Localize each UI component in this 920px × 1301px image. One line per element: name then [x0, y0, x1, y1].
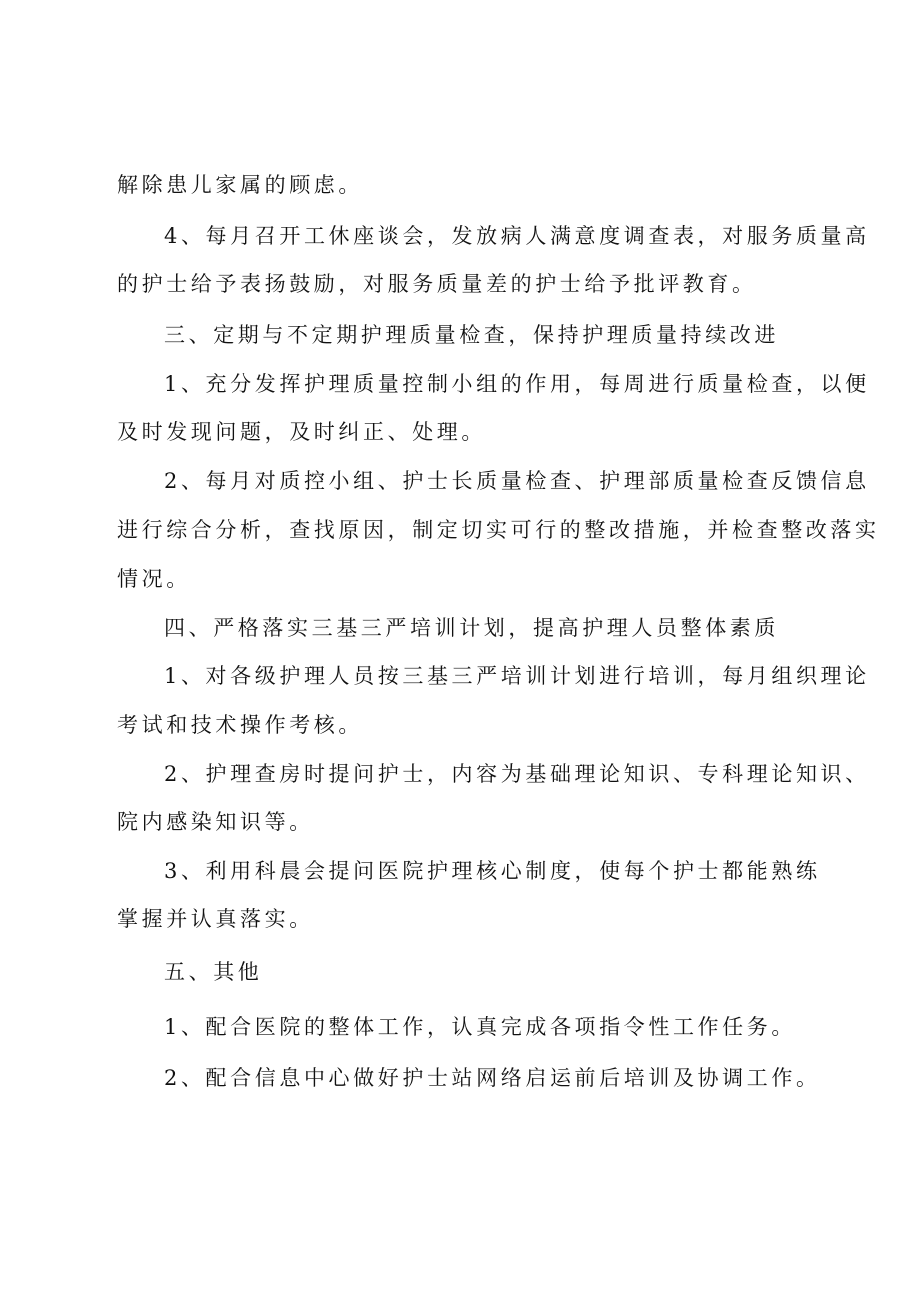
paragraph-line: 进行综合分析，查找原因，制定切实可行的整改措施，并检查整改落实: [117, 518, 880, 542]
paragraph-line: 及时发现问题，及时纠正、处理。: [117, 420, 486, 444]
paragraph-line: 2、配合信息中心做好护士站网络启运前后培训及协调工作。: [164, 1066, 821, 1090]
paragraph-line: 的护士给予表扬鼓励，对服务质量差的护士给予批评教育。: [117, 272, 757, 296]
paragraph-line: 1、充分发挥护理质量控制小组的作用，每周进行质量检查，以便: [164, 372, 870, 396]
paragraph-line: 掌握并认真落实。: [117, 907, 314, 931]
paragraph-line: 3、利用科晨会提问医院护理核心制度，使每个护士都能熟练: [164, 859, 821, 883]
paragraph-line: 1、对各级护理人员按三基三严培训计划进行培训，每月组织理论: [164, 664, 870, 688]
paragraph-line: 院内感染知识等。: [117, 810, 314, 834]
paragraph-line: 2、每月对质控小组、护士长质量检查、护理部质量检查反馈信息: [164, 469, 870, 493]
paragraph-line: 情况。: [117, 567, 191, 591]
paragraph-line: 4、每月召开工休座谈会，发放病人满意度调查表，对服务质量高: [164, 224, 870, 248]
paragraph-line: 2、护理查房时提问护士，内容为基础理论知识、专科理论知识、: [164, 762, 870, 786]
section-heading: 五、其他: [164, 960, 263, 984]
paragraph-line: 1、配合医院的整体工作，认真完成各项指令性工作任务。: [164, 1015, 796, 1039]
paragraph-line: 解除患儿家属的顾虑。: [117, 173, 363, 197]
section-heading: 三、定期与不定期护理质量检查，保持护理质量持续改进: [164, 323, 779, 347]
paragraph-line: 考试和技术操作考核。: [117, 713, 363, 737]
section-heading: 四、严格落实三基三严培训计划，提高护理人员整体素质: [164, 616, 779, 640]
